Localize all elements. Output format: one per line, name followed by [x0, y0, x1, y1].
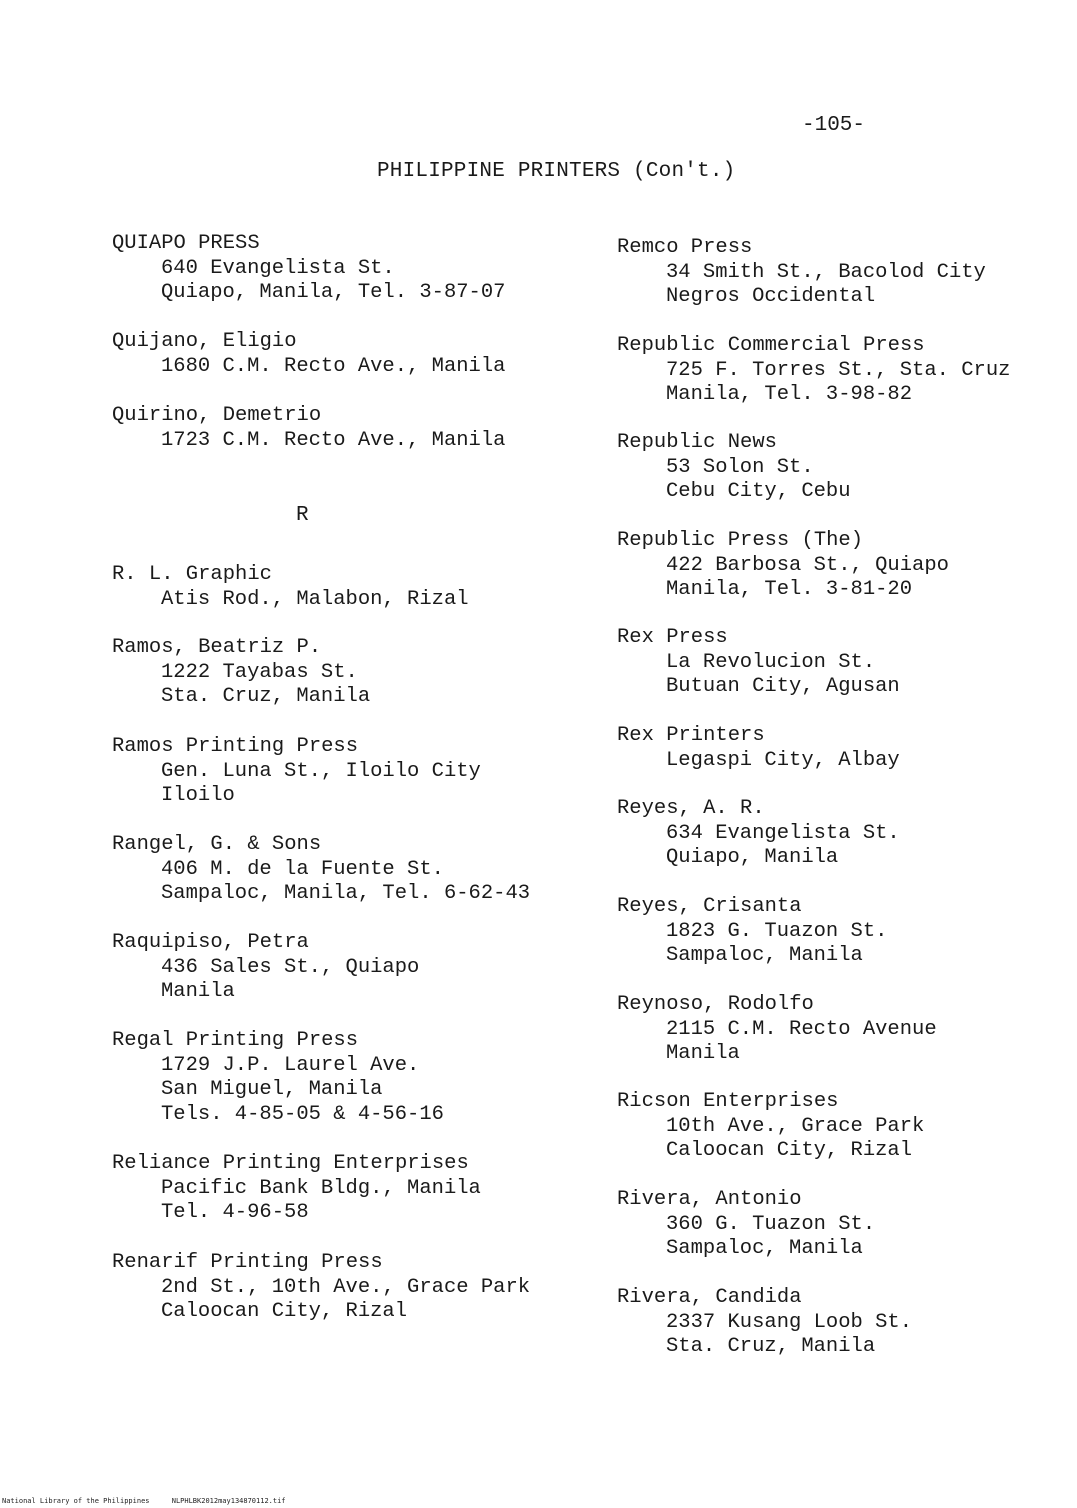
directory-entry — [112, 1251, 530, 1325]
entry-address-line: 2337 Kusang Loob St. — [666, 1310, 913, 1334]
entry-address-line: 436 Sales St., Quiapo — [161, 955, 420, 979]
directory-entry — [617, 1286, 912, 1360]
entry-name: Regal Printing Press — [112, 1029, 359, 1052]
entry-address-line: Negros Occidental — [666, 285, 876, 308]
entry-address-line: Manila, Tel. 3-81-20 — [666, 578, 913, 601]
entry-address-line: Sta. Cruz, Manila — [666, 1335, 876, 1358]
entry-name: Remco Press — [617, 236, 753, 259]
entry-address-line: 53 Solon St. — [666, 455, 814, 479]
entry-address-line: 2nd St., 10th Ave., Grace Park — [161, 1275, 531, 1299]
entry-address-line: Tels. 4-85-05 & 4-56-16 — [161, 1102, 444, 1126]
entry-name: Raquipiso, Petra — [112, 931, 309, 954]
footer-library: National Library of the Philippines — [2, 1497, 150, 1505]
entry-name: Rivera, Candida — [617, 1286, 802, 1309]
entry-address-line: Butuan City, Agusan — [666, 675, 900, 698]
entry-name: Quirino, Demetrio — [112, 404, 322, 427]
entry-address-line: 1823 G. Tuazon St. — [666, 919, 888, 943]
directory-entry — [112, 1152, 481, 1226]
entry-address-line: 1723 C.M. Recto Ave., Manila — [161, 428, 506, 452]
entry-name: QUIAPO PRESS — [112, 232, 260, 255]
entry-address-line: 1729 J.P. Laurel Ave. — [161, 1053, 420, 1077]
entry-name: Reliance Printing Enterprises — [112, 1152, 469, 1175]
entry-address-line: 634 Evangelista St. — [666, 821, 900, 845]
entry-name: R. L. Graphic — [112, 563, 272, 586]
entry-name: Quijano, Eligio — [112, 330, 297, 353]
entry-name: Reyes, Crisanta — [617, 895, 802, 918]
entry-address-line: Manila, Tel. 3-98-82 — [666, 383, 913, 406]
entry-name: Ricson Enterprises — [617, 1090, 839, 1113]
entry-address-line: Caloocan City, Rizal — [161, 1300, 408, 1323]
directory-entry — [112, 404, 505, 453]
section-letter: R — [296, 504, 309, 527]
directory-entry — [112, 330, 505, 379]
entry-name: Rivera, Antonio — [617, 1188, 802, 1211]
directory-entry — [112, 931, 419, 1005]
entry-address-line: Sampaloc, Manila — [666, 944, 863, 967]
entry-address-line: 406 M. de la Fuente St. — [161, 857, 444, 881]
entry-name: Reynoso, Rodolfo — [617, 993, 814, 1016]
entry-name: Rex Press — [617, 626, 728, 649]
entry-name: Rex Printers — [617, 724, 765, 747]
entry-address-line: Quiapo, Manila — [666, 846, 839, 869]
entry-name: Republic Commercial Press — [617, 334, 925, 357]
entry-address-line: 640 Evangelista St. — [161, 256, 395, 280]
entry-address-line: Cebu City, Cebu — [666, 480, 851, 503]
entry-address-line: Sampaloc, Manila, Tel. 6-62-43 — [161, 882, 531, 905]
entry-address-line: 2115 C.M. Recto Avenue — [666, 1017, 937, 1041]
directory-entry — [112, 232, 505, 306]
entry-name: Rangel, G. & Sons — [112, 833, 322, 856]
directory-entry — [617, 1090, 924, 1164]
footer — [2, 1497, 304, 1505]
directory-entry — [112, 735, 481, 809]
entry-name: Renarif Printing Press — [112, 1251, 383, 1274]
entry-address-line: 1680 C.M. Recto Ave., Manila — [161, 354, 506, 378]
directory-entry — [617, 334, 1010, 408]
page-title: PHILIPPINE PRINTERS (Con't.) — [377, 160, 736, 183]
entry-address-line: Manila — [161, 980, 235, 1003]
entry-address-line: Caloocan City, Rizal — [666, 1139, 913, 1162]
entry-name: Reyes, A. R. — [617, 797, 765, 820]
entry-address-line: La Revolucion St. — [666, 650, 876, 674]
directory-entry — [617, 797, 900, 871]
entry-address-line: San Miguel, Manila — [161, 1078, 383, 1101]
entry-address-line: 1222 Tayabas St. — [161, 660, 358, 684]
entry-address-line: Iloilo — [161, 784, 235, 807]
entry-address-line: 34 Smith St., Bacolod City — [666, 260, 986, 284]
directory-entry — [112, 833, 530, 907]
entry-name: Ramos, Beatriz P. — [112, 636, 322, 659]
entry-address-line: Tel. 4-96-58 — [161, 1201, 309, 1224]
directory-entry — [617, 895, 887, 969]
directory-entry — [617, 724, 900, 773]
entry-name: Ramos Printing Press — [112, 735, 359, 758]
page-number: -105- — [802, 114, 866, 137]
entry-address-line: 725 F. Torres St., Sta. Cruz — [666, 358, 1011, 382]
entry-name: Republic News — [617, 431, 777, 454]
entry-address-line: Atis Rod., Malabon, Rizal — [161, 587, 469, 611]
entry-address-line: Manila — [666, 1042, 740, 1065]
directory-entry — [112, 636, 370, 710]
entry-address-line: Legaspi City, Albay — [666, 748, 900, 772]
entry-address-line: Quiapo, Manila, Tel. 3-87-07 — [161, 281, 506, 304]
directory-entry — [617, 236, 986, 310]
entry-address-line: 360 G. Tuazon St. — [666, 1212, 876, 1236]
entry-address-line: Sampaloc, Manila — [666, 1237, 863, 1260]
directory-entry — [617, 1188, 875, 1262]
entry-address-line: Pacific Bank Bldg., Manila — [161, 1176, 481, 1200]
entry-address-line: Sta. Cruz, Manila — [161, 685, 371, 708]
entry-address-line: Gen. Luna St., Iloilo City — [161, 759, 481, 783]
directory-entry — [617, 993, 937, 1067]
entry-address-line: 10th Ave., Grace Park — [666, 1114, 925, 1138]
entry-name: Republic Press (The) — [617, 529, 864, 552]
directory-entry — [617, 529, 949, 603]
footer-file: NLPHLBK2012may134870112.tif — [171, 1497, 286, 1505]
directory-entry — [112, 1029, 444, 1127]
directory-entry — [617, 626, 900, 700]
directory-entry — [617, 431, 851, 505]
entry-address-line: 422 Barbosa St., Quiapo — [666, 553, 949, 577]
directory-entry — [112, 563, 469, 612]
